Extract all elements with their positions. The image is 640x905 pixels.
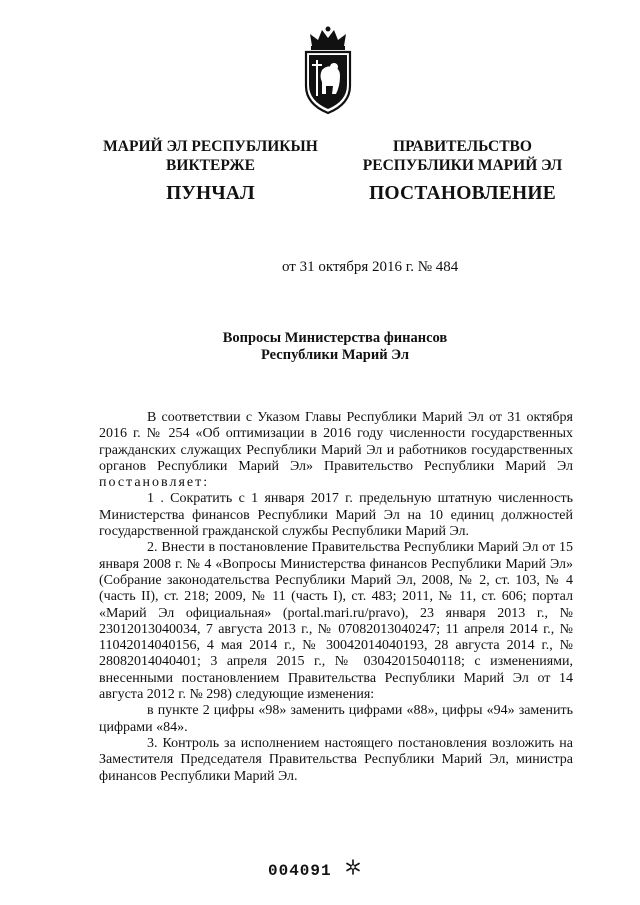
header-left-title: ПУНЧАЛ [166,183,255,204]
preamble-verb: постановляет: [99,475,210,491]
header-left-line2: ВИКТЕРЖЕ [166,157,255,174]
preamble-text: В соответствии с Указом Главы Республики Марий Эл от 31 октября 2016 г. № 254 «Об оптимизации в 2016 году численности государственных гражданских служащих Республики Марий Эл и работников государственных органов Республики Марий Эл» Правительство Республики Марий Эл [99,410,573,474]
header-right-block [355,137,570,203]
asterisk-icon [345,859,361,875]
document-body [99,410,573,785]
header-left-line1: МАРИЙ ЭЛ РЕСПУБЛИКЫН [103,138,318,155]
item-2-change-paragraph: в пункте 2 цифры «98» заменить цифрами «88», цифры «94» заменить цифрами «84». [99,703,573,735]
header-right-line2: РЕСПУБЛИКИ МАРИЙ ЭЛ [362,157,563,174]
preamble-paragraph [99,410,573,491]
header-right-title: ПОСТАНОВЛЕНИЕ [369,183,556,204]
subject-line1: Вопросы Министерства финансов [222,330,448,346]
subject-line2: Республики Марий Эл [261,347,409,363]
header-left-block [98,137,323,203]
document-date-number: от 31 октября 2016 г. № 484 [282,259,459,275]
document-subject [200,330,470,364]
header-right-line1: ПРАВИТЕЛЬСТВО [393,138,532,155]
item-3-paragraph: 3. Контроль за исполнением настоящего постановления возложить на Заместителя Председателя Правительства Республики Марий Эл, министра финансов Республики Марий Эл. [99,735,573,784]
form-serial-number: 004091 [268,862,332,880]
item-1-paragraph: 1 . Сократить с 1 января 2017 г. предельную штатную численность Министерства финансов Республики Марий Эл на 10 единиц должностей государственной гражданской службы Республики Марий Эл. [99,491,573,540]
item-2-paragraph: 2. Внести в постановление Правительства Республики Марий Эл от 15 января 2008 г. № 4 «Вопросы Министерства финансов Республики Марий Эл» (Собрание законодательства Республики Марий Эл, 2008, № 2, ст. 103, № 4 (часть II), ст. 218; 2009, № 11 (часть I), ст. 483; 2011, № 11, ст. 606; портал «Марий Эл официальная» (portal.mari.ru/pravo), 23 января 2013 г., № 23012013040034, 7 августа 2013 г., № 07082013040247; 11 апреля 2014 г., № 11042014040156, 4 мая 2014 г., № 30042014040193, 28 августа 2014 г., № 28082014040401; 3 апреля 2015 г., № 03042015040118; с изменениями, внесенными постановлением Правительства Республики Марий Эл от 14 августа 2012 г. № 298) следующие изменения: [99,540,573,703]
coat-of-arms-icon [298,24,358,116]
